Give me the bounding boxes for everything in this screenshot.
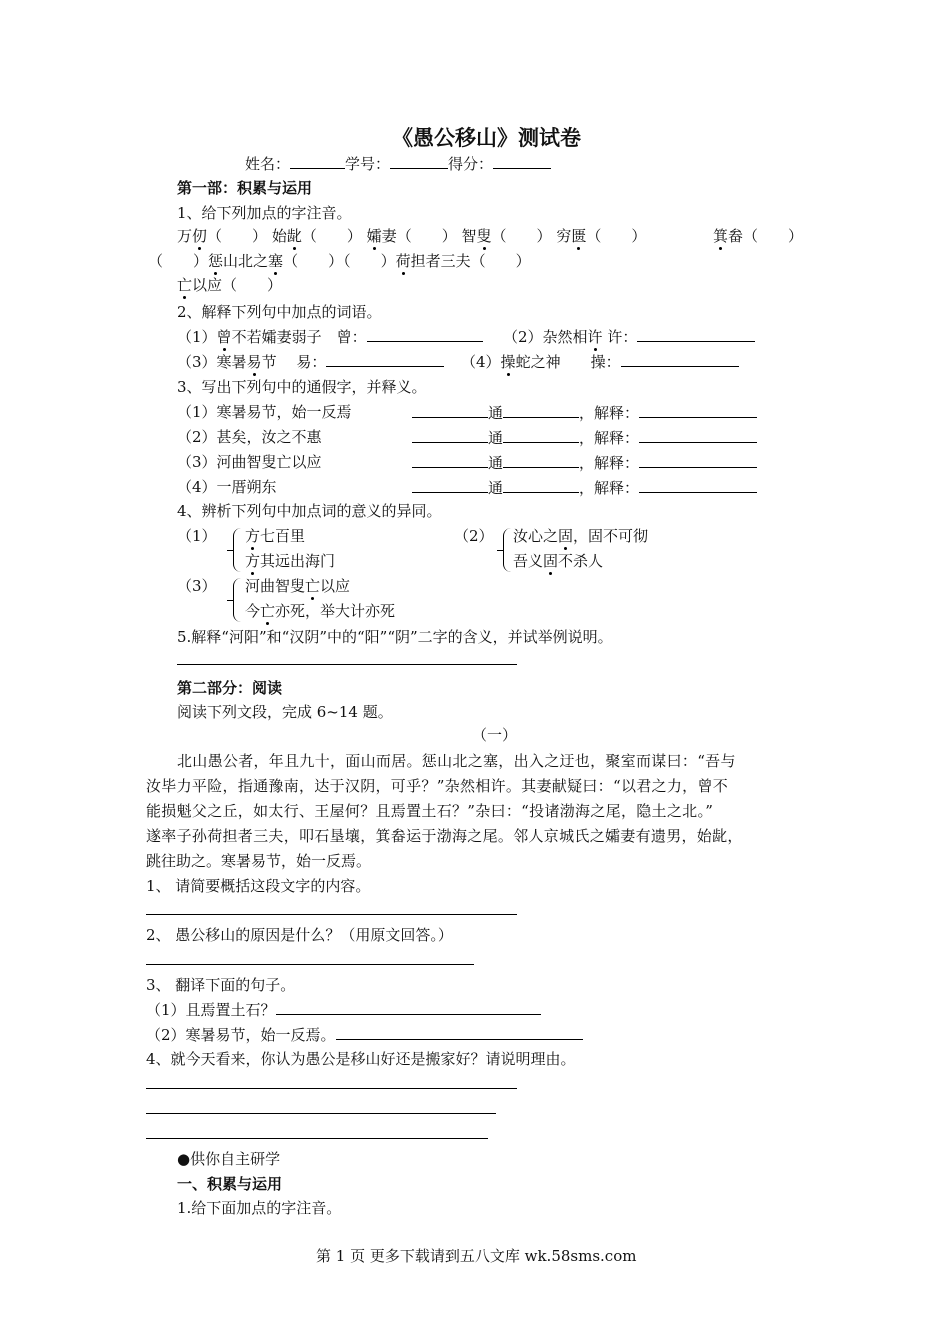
answer-blank[interactable] [412,427,488,443]
word: 担者三夫（ ） [410,252,531,270]
q3-item3: （3）河曲智叟亡以应 [177,453,322,471]
passage-line: 汝毕力平险，指通豫南，达于汉阴，可乎？”杂然相许。其妻献疑曰：“以君之力，曾不 [146,777,729,795]
item-text: ，固不可彻 [573,527,649,545]
item-text: 吾义 [513,552,544,570]
passage-line: 北山愚公者，年且九十，面山而居。惩山北之塞，出入之迂也，聚室而谋曰：“吾与 [177,752,736,770]
q2-prompt: 2、解释下列句中加点的词语。 [177,303,382,321]
tong-label: 通 [488,429,504,447]
answer-paren[interactable]: （ ） [301,227,362,245]
reading-q3: 3、 翻译下面的句子。 [146,976,296,994]
reading-q1-answer-line[interactable] [146,914,517,915]
dotted-char: 易 [246,353,262,371]
reading-q4-answer-line[interactable] [146,1113,496,1114]
dotted-char: 亡 [177,276,193,294]
item-text: 不若孀妻弱子 曾： [231,328,367,346]
q3-prompt: 3、写出下列句中的通假字，并释义。 [177,378,427,396]
dotted-char: 固 [543,552,559,570]
q1-prompt: 1、给下列加点的字注音。 [177,204,352,222]
q3-answer-row [412,402,757,423]
word: 山北之 [223,252,269,270]
dotted-char: 龀 [286,227,302,245]
name-blank[interactable] [290,153,345,169]
q4-group3-num: （3） [177,577,217,595]
q4-group2-num: （2） [454,527,494,545]
reading-q3b [146,1024,583,1045]
dotted-char: 荷 [395,252,411,270]
q4-group3-a [245,576,350,596]
answer-blank[interactable] [621,351,739,367]
q2-item2 [503,326,755,347]
item-num: （1） [177,328,217,346]
dotted-char: 塞 [268,252,284,270]
dotted-char: 亡 [305,577,321,595]
reading-q4: 4、就今天看来，你认为愚公是移山好还是搬家好？请说明理由。 [146,1050,576,1068]
q4-group3-b [245,601,395,621]
dotted-char: 匮 [571,227,587,245]
answer-paren[interactable]: （ ） [207,227,268,245]
tong-label: 通 [488,404,504,422]
item-text: 许： [602,328,638,346]
q4-group2-b [513,551,603,571]
answer-blank[interactable] [639,427,757,443]
brace-icon [233,578,242,622]
jieshi-label: ，解释： [579,454,640,472]
passage-line: 遂率子孙荷担者三夫，叩石垦壤，箕畚运于渤海之尾。邻人京城氏之孀妻有遗男，始龀， [146,827,743,845]
word: 穷 [556,227,572,245]
tong-label: 通 [488,454,504,472]
answer-paren[interactable]: （ ） [148,252,209,270]
q1-line3 [177,275,282,295]
word: 始 [271,227,287,245]
answer-blank[interactable] [637,326,755,342]
answer-blank[interactable] [503,452,579,468]
q1-line1 [177,226,646,246]
section-number: （一） [472,726,518,744]
word: 智 [461,227,477,245]
dotted-char: 许 [587,328,603,346]
word: 畚 [728,227,744,245]
answer-paren[interactable]: （ ） [586,227,647,245]
dotted-char: 方 [245,527,261,545]
item-num: （4） [461,353,501,371]
answer-blank[interactable] [503,477,579,493]
jieshi-label: ，解释： [579,479,640,497]
q3-item4: （4）一厝朔东 [177,478,277,496]
item-text: 其远出海门 [260,552,336,570]
answer-blank[interactable] [336,1024,583,1040]
name-label: 姓名： [245,155,291,173]
dotted-char: 固 [558,527,574,545]
reading-q3a [146,999,541,1020]
extra-subheading: 一、积累与运用 [177,1175,283,1193]
item-text: 今 [245,602,261,620]
reading-q4-answer-line[interactable] [146,1088,517,1089]
word: 妻 [381,227,397,245]
answer-paren[interactable]: （ ） [396,227,457,245]
q3-answer-row [412,427,757,448]
page-title: 《愚公移山》测试卷 [392,125,581,150]
extra-q1: 1.给下面加点的字注音。 [177,1199,342,1217]
item-text: 以应 [320,577,351,595]
item-text: （2）杂然相 [503,328,588,346]
dotted-char: 曾 [216,328,232,346]
q1-line2 [148,251,531,271]
answer-blank[interactable] [639,402,757,418]
score-blank[interactable] [493,153,551,169]
dotted-char: 亡 [260,602,276,620]
q2-item3 [177,351,444,372]
jieshi-label: ，解释： [579,429,640,447]
q4-group2-a [513,526,648,546]
q2-item4 [461,351,739,372]
part1-heading: 第一部：积累与运用 [177,179,313,197]
student-info-line [245,153,551,174]
reading-q2-answer-line[interactable] [146,964,474,965]
jieshi-label: ，解释： [579,404,640,422]
extra-heading: ●供你自主研学 [177,1150,281,1168]
answer-paren[interactable]: （ ） [491,227,552,245]
dotted-char: 方 [245,552,261,570]
q3-item2: （2）甚矣，汝之不惠 [177,428,322,446]
dotted-char: 叟 [476,227,492,245]
q3-item1: （1）寒暑易节，始一反焉 [177,403,352,421]
item-text: 河曲智叟 [245,577,306,595]
item-text: 不杀人 [558,552,604,570]
passage-line: 跳往助之。寒暑易节，始一反焉。 [146,852,372,870]
q3-answer-row [412,452,757,473]
item-text: 亦死，举大计亦死 [275,602,396,620]
q1-line1-end [713,226,803,246]
q3-answer-row [412,477,757,498]
passage-line: 能损魁父之丘，如太行、王屋何？且焉置土石？”杂曰：“投诸渤海之尾，隐土之北。” [146,802,714,820]
score-label: 得分： [448,155,494,173]
dotted-char: 孀 [366,227,382,245]
q4-group1-b [245,551,335,571]
answer-blank[interactable] [503,427,579,443]
answer-blank[interactable] [326,351,444,367]
page-footer: 第 1 页 更多下载请到五八文库 wk.58sms.com [316,1247,637,1265]
dotted-char: 箕 [713,227,729,245]
q4-group1-num: （1） [177,527,217,545]
part2-heading: 第二部分：阅读 [177,679,283,697]
dotted-char: 惩 [208,252,224,270]
word: 万 [177,227,193,245]
item-text: （1）且焉置土石？ [146,1001,276,1019]
q4-prompt: 4、辨析下列句中加点词的意义的异同。 [177,502,442,520]
item-text: 七百里 [260,527,306,545]
part2-intro: 阅读下列文段，完成 6~14 题。 [177,703,393,721]
answer-blank[interactable] [276,999,541,1015]
dotted-char: 操 [500,353,516,371]
dotted-char: 仞 [192,227,208,245]
number-blank[interactable] [390,153,448,169]
q2-item1 [177,326,483,347]
brace-icon [233,528,242,572]
answer-blank[interactable] [503,402,579,418]
answer-paren[interactable]: （ ）（ ） [283,252,396,270]
answer-blank[interactable] [412,477,488,493]
answer-blank[interactable] [639,452,757,468]
answer-blank[interactable] [412,402,488,418]
reading-q2: 2、 愚公移山的原因是什么？（用原文回答。） [146,926,453,944]
answer-blank[interactable] [639,477,757,493]
q4-group1-a [245,526,305,546]
number-label: 学号： [345,155,391,173]
item-text: （3）寒暑 [177,353,247,371]
brace-icon [503,528,512,572]
q5-answer-line[interactable] [177,664,517,665]
tong-label: 通 [488,479,504,497]
reading-q4-answer-line[interactable] [146,1138,488,1139]
answer-blank[interactable] [367,326,483,342]
word: 以应（ ） [192,276,283,294]
item-text: 节 易： [261,353,327,371]
item-text: （2）寒暑易节，始一反焉。 [146,1026,336,1044]
item-text: 汝心之 [513,527,559,545]
item-text: 蛇之神 操： [515,353,621,371]
answer-blank[interactable] [412,452,488,468]
reading-q1: 1、 请简要概括这段文字的内容。 [146,877,371,895]
answer-paren[interactable]: （ ） [743,227,804,245]
q5-prompt: 5.解释“河阳”和“汉阴”中的“阳”“阴”二字的含义，并试举例说明。 [177,628,613,646]
